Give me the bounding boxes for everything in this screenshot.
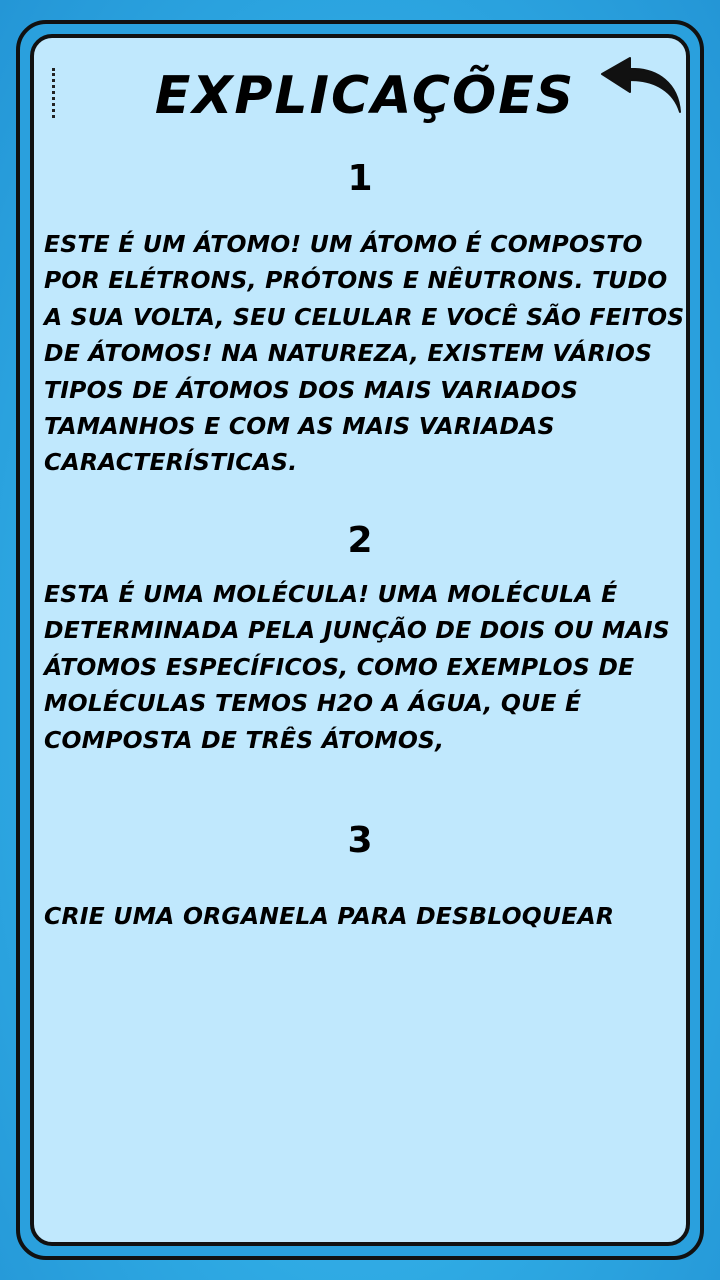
section-2-number: 2 — [347, 520, 373, 561]
section-3-number: 3 — [347, 820, 373, 861]
section-1-text: ESTE É UM ÁTOMO! UM ÁTOMO É COMPOSTO POR ELÉTRONS, PRÓTONS E NÊUTRONS. TUDO A SUA VOLTA, SEU CELULAR E VOCÊ SÃO FEITOS DE ÁTOMOS! NA NATUREZA, EXISTEM VÁRIOS TIPOS DE ÁTOMOS DOS MAIS VARIADOS TAMANHOS E COM AS MAIS VARIADAS CARACTERÍSTICAS. — [44, 230, 685, 477]
back-arrow-icon — [596, 56, 688, 120]
explanations-panel — [30, 34, 690, 1246]
page-title: EXPLICAÇÕES — [154, 66, 576, 126]
section-2-text: ESTA É UMA MOLÉCULA! UMA MOLÉCULA É DETERMINADA PELA JUNÇÃO DE DOIS OU MAIS ÁTOMOS ESPECÍFICOS, COMO EXEMPLOS DE MOLÉCULAS TEMOS H2O A ÁGUA, QUE É COMPOSTA DE TRÊS ÁTOMOS, — [44, 580, 670, 754]
explanations-card-frame — [16, 20, 704, 1260]
section-3-text: CRIE UMA ORGANELA PARA DESBLOQUEAR — [44, 902, 615, 930]
section-1-number: 1 — [347, 158, 373, 199]
back-button[interactable] — [596, 56, 688, 120]
